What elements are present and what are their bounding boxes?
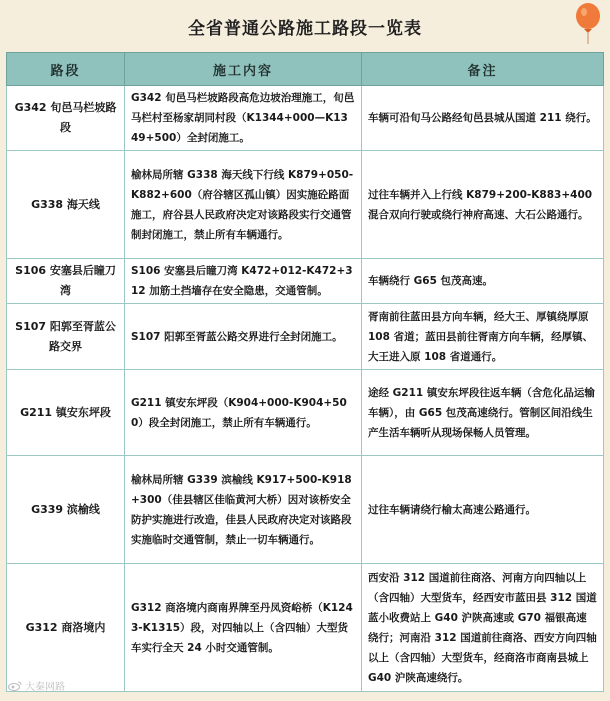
road-cell: G338 海天线 <box>7 151 125 259</box>
table-row <box>7 86 604 151</box>
table-row <box>7 564 604 692</box>
table-row <box>7 456 604 564</box>
remark-cell: 车辆绕行 G65 包茂高速。 <box>362 259 604 304</box>
table-row <box>7 259 604 304</box>
header-content: 施工内容 <box>125 53 362 86</box>
content-cell: S107 阳郭至胥蓝公路交界进行全封闭施工。 <box>125 304 362 370</box>
table-row <box>7 151 604 259</box>
content-cell: G312 商洛境内商南界牌至丹凤资峪桥（K1243-K1315）段，对四轴以上（含四轴）大型货车实行全天 24 小时交通管制。 <box>125 564 362 692</box>
road-cell: G211 镇安东坪段 <box>7 370 125 456</box>
remark-cell: 途经 G211 镇安东坪段往返车辆（含危化品运输车辆），由 G65 包茂高速绕行。管制区间沿线生产生活车辆听从现场保畅人员管理。 <box>362 370 604 456</box>
construction-table <box>6 52 603 692</box>
remark-cell: 西安沿 312 国道前往商洛、河南方向四轴以上（含四轴）大型货车，经西安市蓝田县 312 国道蓝小收费站上 G40 沪陕高速或 G70 福银高速绕行；河南沿 312 国道前往商洛、西安方向四轴以上（含四轴）大型货车，经商洛市商南县城上 G40 沪陕高速绕行。 <box>362 564 604 692</box>
table-header-row <box>7 53 604 86</box>
header-remark: 备注 <box>362 53 604 86</box>
road-cell: G342 旬邑马栏坡路段 <box>7 86 125 151</box>
content-cell: 榆林局所辖 G338 海天线下行线 K879+050-K882+600（府谷辖区孤山镇）因实施砼路面施工，府谷县人民政府决定对该路段实行交通管制封闭施工，禁止所有车辆通行。 <box>125 151 362 259</box>
road-cell: S106 安塞县后瞳刀湾 <box>7 259 125 304</box>
remark-cell: 过往车辆请绕行榆太高速公路通行。 <box>362 456 604 564</box>
watermark-text: 大秦网路 <box>25 682 65 693</box>
weibo-icon <box>8 681 22 691</box>
table-row <box>7 370 604 456</box>
content-cell: G211 镇安东坪段（K904+000-K904+500）段全封闭施工，禁止所有车辆通行。 <box>125 370 362 456</box>
road-cell: G339 滨榆线 <box>7 456 125 564</box>
watermark <box>8 678 65 693</box>
remark-cell: 过往车辆并入上行线 K879+200-K883+400 混合双向行驶或绕行神府高速、大石公路通行。 <box>362 151 604 259</box>
content-cell: S106 安塞县后瞳刀湾 K472+012-K472+312 加筋土挡墙存在安全隐患，交通管制。 <box>125 259 362 304</box>
content-cell: G342 旬邑马栏坡路段高危边坡治理施工，旬邑马栏村至杨家胡同村段（K1344+000—K1349+500）全封闭施工。 <box>125 86 362 151</box>
road-cell: G312 商洛境内 <box>7 564 125 692</box>
content-cell: 榆林局所辖 G339 滨榆线 K917+500-K918+300（佳县辖区佳临黄河大桥）因对该桥安全防护实施进行改造，佳县人民政府决定对该路段实施临时交通管制，禁止一切车辆通行。 <box>125 456 362 564</box>
road-cell: S107 阳郭至胥蓝公路交界 <box>7 304 125 370</box>
balloon-icon <box>574 2 602 46</box>
table-row <box>7 304 604 370</box>
remark-cell: 胥南前往蓝田县方向车辆，经大王、厚镇绕厚原 108 省道；蓝田县前往胥南方向车辆，经厚镇、大王进入原 108 省道通行。 <box>362 304 604 370</box>
remark-cell: 车辆可沿旬马公路经旬邑县城从国道 211 绕行。 <box>362 86 604 151</box>
header-road: 路段 <box>7 53 125 86</box>
page-title: 全省普通公路施工路段一览表 <box>188 19 422 39</box>
